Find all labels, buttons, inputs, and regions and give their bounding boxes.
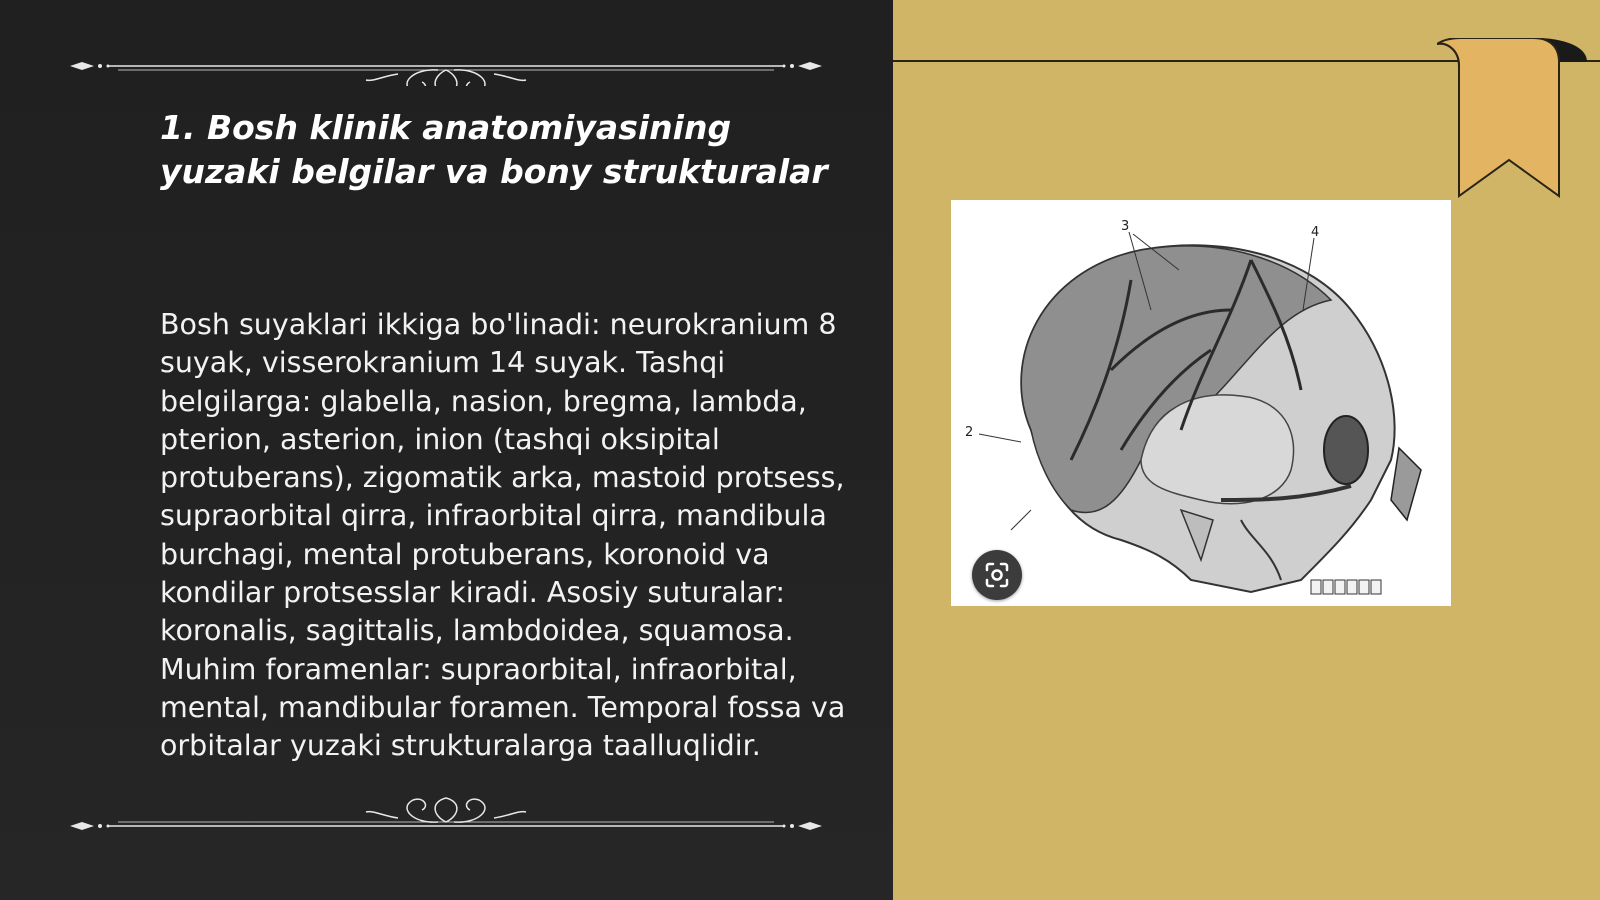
slide-body-text: Bosh suyaklari ikkiga bo'linadi: neurokranium 8 suyak, visserokranium 14 suyak. Tashqi belgilarga: glabella, nasion, bregma, lambda, pterion, asterion, inion (tashqi oksipital protuberans), zigomatik arka, mastoid protsess, supraorbital qirra, infraorbital qirra, mandibula burchagi, mental protuberans, koronoid va kondilar protsesslar kiradi. Asosiy suturalar: koronalis, sagittalis, lambdoidea, squamosa. Muhim foramenlar: supraorbital, infraorbital, mental, mandibular foramen. Temporal fossa va orbitalar yuzaki strukturalarga taalluqlidir. xyxy=(160,308,846,763)
skull-figure xyxy=(951,200,1451,606)
slide-title: 1. Bosh klinik anatomiyasining yuzaki belgilar va bony strukturalar xyxy=(160,108,828,191)
figure-label-3: 3 xyxy=(1121,219,1130,234)
bottom-ornament xyxy=(68,790,824,830)
skull-illustration xyxy=(951,200,1451,606)
figure-label-4: 4 xyxy=(1311,225,1320,240)
lens-button[interactable] xyxy=(972,550,1022,600)
top-ornament xyxy=(68,46,824,86)
bookmark-ribbon-icon xyxy=(1437,38,1587,198)
figure-label-2: 2 xyxy=(965,425,974,440)
lens-camera-icon xyxy=(972,550,1022,600)
